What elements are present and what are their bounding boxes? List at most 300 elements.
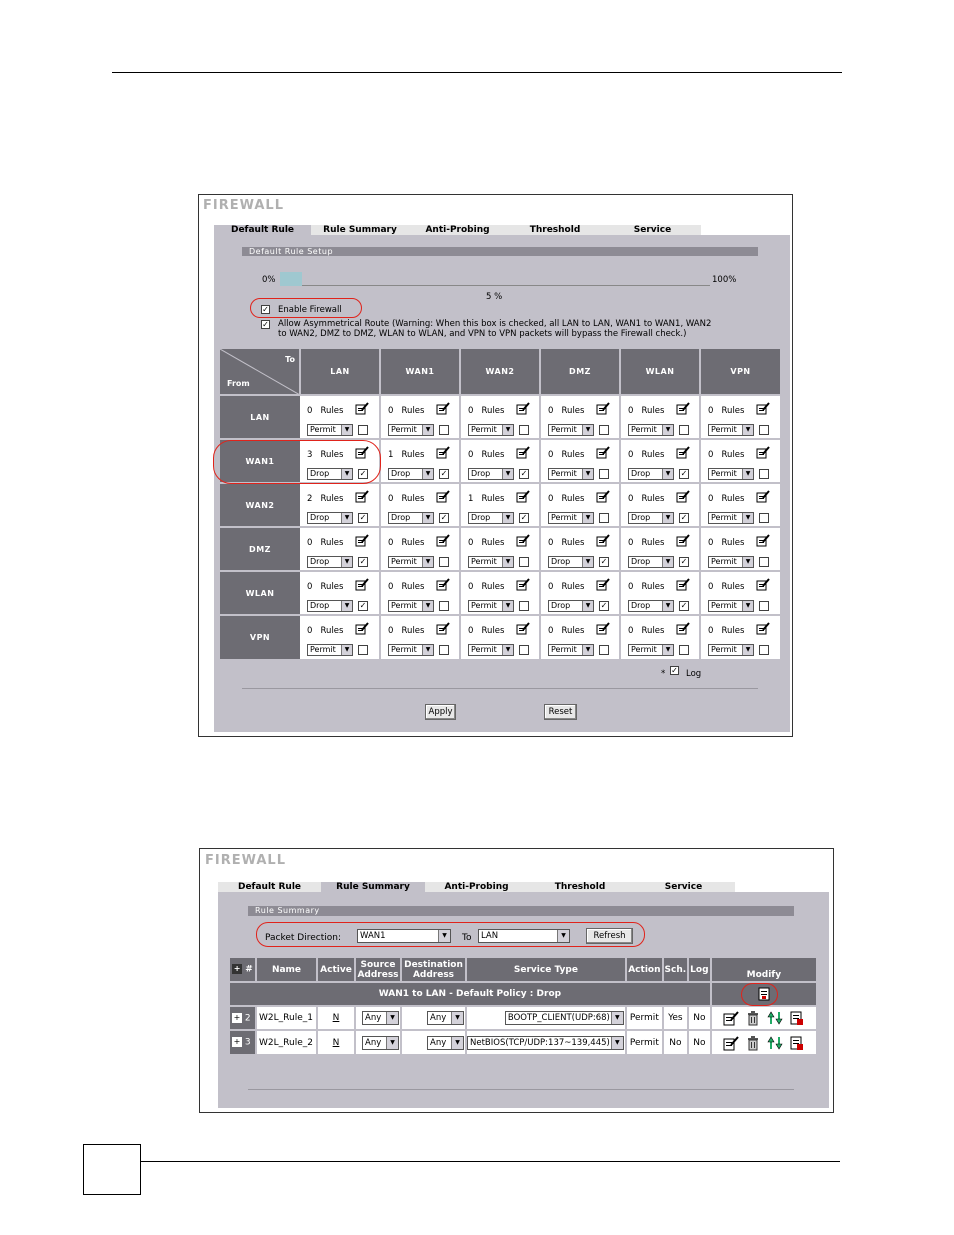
edit-rules-icon[interactable] — [676, 534, 690, 547]
header-source-line2: Address — [357, 969, 399, 980]
chevron-down-icon: ▼ — [662, 645, 673, 655]
edit-rules-icon[interactable] — [676, 446, 690, 459]
chevron-down-icon: ▼ — [662, 557, 673, 567]
chevron-down-icon: ▼ — [662, 513, 673, 523]
chevron-down-icon: ▼ — [502, 601, 513, 611]
cell-wlan-dmz — [540, 571, 620, 615]
edit-rules-icon[interactable] — [676, 402, 690, 415]
chevron-down-icon: ▼ — [451, 1012, 463, 1024]
edit-rules-icon[interactable] — [756, 446, 770, 459]
edit-rules-icon[interactable] — [596, 622, 610, 635]
rule-destination-cell — [401, 1030, 466, 1054]
default-action-select[interactable] — [548, 512, 594, 524]
default-action-select[interactable] — [548, 424, 594, 436]
source-address-select[interactable] — [362, 1011, 399, 1025]
rule-num: 2 — [244, 1013, 251, 1024]
rule-count: 0 Rules — [548, 450, 585, 460]
default-action-select[interactable] — [708, 556, 754, 568]
apply-button[interactable]: Apply — [425, 704, 456, 720]
default-action-select[interactable] — [628, 512, 674, 524]
log-checkbox[interactable]: ✓ — [359, 557, 367, 566]
chevron-down-icon: ▼ — [582, 469, 593, 479]
edit-rules-icon[interactable] — [756, 402, 770, 415]
chevron-down-icon: ▼ — [438, 930, 450, 942]
default-action-select[interactable] — [307, 556, 353, 568]
insert-icon[interactable] — [789, 1014, 805, 1024]
move-icon[interactable] — [767, 1038, 783, 1048]
edit-rules-icon[interactable] — [355, 578, 369, 591]
cell-dmz-lan — [300, 527, 380, 571]
rule-count: 0 Rules — [388, 582, 425, 592]
default-action-select[interactable] — [548, 468, 594, 480]
asymmetrical-route-label-2: to WAN2, DMZ to DMZ, WLAN to WLAN, and VPN to VPN packets will bypass the Firewall check.) — [278, 329, 687, 339]
log-checkbox[interactable]: ✓ — [359, 469, 367, 478]
cell-wan2-lan — [300, 483, 380, 527]
move-icon[interactable] — [767, 1014, 783, 1024]
expand-all-icon[interactable]: + — [233, 964, 241, 974]
log-checkbox[interactable] — [439, 557, 449, 567]
cell-vpn-lan — [300, 615, 380, 659]
action-value: Permit — [711, 469, 737, 478]
expand-rule-icon[interactable]: + — [233, 1037, 241, 1047]
chevron-down-icon: ▼ — [386, 1037, 398, 1049]
tab-threshold[interactable]: Threshold — [528, 881, 632, 892]
chevron-down-icon: ▼ — [502, 557, 513, 567]
refresh-button[interactable]: Refresh — [586, 928, 633, 944]
action-value: Drop — [310, 469, 330, 478]
log-checkbox[interactable] — [358, 425, 368, 435]
header-destination-line1: Destination — [404, 959, 463, 970]
tab-anti-probing[interactable]: Anti-Probing — [425, 881, 528, 892]
cell-wan2-wan1 — [380, 483, 460, 527]
rule-service-cell — [466, 1030, 626, 1054]
default-action-select[interactable] — [468, 556, 514, 568]
highlight-default-policy-edit — [741, 983, 778, 1006]
destination-address-select[interactable] — [427, 1036, 464, 1050]
table-row — [230, 1030, 816, 1054]
chevron-down-icon: ▼ — [341, 645, 352, 655]
cell-vpn-dmz — [540, 615, 620, 659]
rule-count: 0 Rules — [548, 494, 585, 504]
edit-rules-icon[interactable] — [516, 534, 530, 547]
log-checkbox[interactable] — [519, 425, 529, 435]
insert-icon[interactable] — [789, 1038, 805, 1048]
cell-dmz-wan1 — [380, 527, 460, 571]
action-value: Permit — [711, 645, 737, 654]
action-value: Permit — [551, 425, 577, 434]
action-value: Permit — [471, 425, 497, 434]
chevron-down-icon: ▼ — [502, 425, 513, 435]
tab-anti-probing[interactable]: Anti-Probing — [409, 224, 506, 235]
chevron-down-icon: ▼ — [422, 601, 433, 611]
rule-log: No — [688, 1030, 711, 1054]
edit-rules-icon[interactable] — [436, 622, 450, 635]
row-header-vpn: VPN — [220, 615, 300, 659]
cell-lan-vpn — [700, 395, 780, 439]
edit-icon[interactable] — [723, 1014, 739, 1024]
action-value: Permit — [310, 425, 336, 434]
action-value: Permit — [711, 557, 737, 566]
rule-source-cell — [355, 1006, 401, 1030]
log-checkbox[interactable] — [599, 645, 609, 655]
asymmetrical-route-label-1: Allow Asymmetrical Route (Warning: When this box is checked, all LAN to LAN, WAN1 to WAN1, WAN2 — [278, 319, 712, 329]
log-checkbox[interactable] — [679, 645, 689, 655]
edit-rules-icon[interactable] — [516, 446, 530, 459]
row-header-wan2: WAN2 — [220, 483, 300, 527]
chevron-down-icon: ▼ — [341, 425, 352, 435]
log-checkbox[interactable]: ✓ — [359, 513, 367, 522]
firewall-tabs — [214, 224, 701, 235]
rule-count: 0 Rules — [468, 626, 505, 636]
edit-rules-icon[interactable] — [676, 622, 690, 635]
matrix-row-vpn — [220, 615, 780, 659]
rule-count: 0 Rules — [628, 406, 665, 416]
section-rule-summary: Rule Summary — [248, 906, 794, 916]
chevron-down-icon: ▼ — [422, 469, 433, 479]
action-value: Drop — [310, 601, 330, 610]
cell-wan1-wlan — [620, 439, 700, 483]
chevron-down-icon: ▼ — [341, 601, 352, 611]
col-header-lan: LAN — [300, 349, 380, 395]
log-checkbox[interactable] — [759, 469, 769, 479]
cell-wan1-wan1 — [380, 439, 460, 483]
log-checkbox[interactable] — [599, 469, 609, 479]
rule-num-cell — [230, 1030, 256, 1054]
delete-icon[interactable] — [745, 1014, 761, 1024]
edit-rules-icon[interactable] — [436, 490, 450, 503]
enable-firewall-checkbox[interactable]: ✓ — [262, 305, 269, 314]
from-select-value: WAN1 — [360, 931, 386, 941]
log-checkbox[interactable] — [519, 601, 529, 611]
edit-rules-icon[interactable] — [596, 534, 610, 547]
highlight-enable-firewall — [250, 298, 362, 318]
default-action-select[interactable] — [628, 556, 674, 568]
action-value: Drop — [310, 557, 330, 566]
edit-rules-icon[interactable] — [596, 578, 610, 591]
rule-count: 0 Rules — [708, 494, 745, 504]
action-value: Permit — [391, 557, 417, 566]
chevron-down-icon: ▼ — [662, 601, 673, 611]
default-action-select[interactable] — [708, 644, 754, 656]
chevron-down-icon: ▼ — [502, 645, 513, 655]
header-action: Action — [626, 958, 663, 982]
col-header-wlan: WLAN — [620, 349, 700, 395]
tab-default-rule[interactable]: Default Rule — [214, 224, 311, 235]
log-checkbox[interactable] — [759, 513, 769, 523]
log-checkbox[interactable]: ✓ — [600, 557, 608, 566]
default-action-select[interactable] — [307, 424, 353, 436]
expand-rule-icon[interactable]: + — [233, 1012, 241, 1022]
chevron-down-icon: ▼ — [742, 601, 753, 611]
rule-count: 0 Rules — [708, 406, 745, 416]
edit-rules-icon[interactable] — [596, 446, 610, 459]
highlight-wan1-row — [213, 440, 381, 484]
matrix-row-dmz — [220, 527, 780, 571]
page-footer-rule — [140, 1161, 840, 1162]
progress-fill — [280, 272, 302, 286]
default-action-select[interactable] — [307, 644, 353, 656]
edit-rules-icon[interactable] — [516, 622, 530, 635]
edit-rules-icon[interactable] — [436, 402, 450, 415]
action-value: Drop — [471, 513, 491, 522]
enable-firewall-label: Enable Firewall — [278, 305, 342, 315]
rule-action: Permit — [626, 1006, 663, 1030]
rule-num: 3 — [244, 1037, 251, 1048]
source-value: Any — [365, 1013, 382, 1023]
default-action-select[interactable] — [388, 556, 434, 568]
default-action-select[interactable] — [548, 556, 594, 568]
cell-wan2-dmz — [540, 483, 620, 527]
source-address-select[interactable] — [362, 1036, 399, 1050]
rule-log: No — [688, 1006, 711, 1030]
log-checkbox[interactable] — [599, 425, 609, 435]
log-checkbox[interactable] — [759, 645, 769, 655]
edit-rules-icon[interactable] — [596, 490, 610, 503]
edit-rules-icon[interactable] — [676, 490, 690, 503]
action-value: Permit — [471, 601, 497, 610]
edit-rules-icon[interactable] — [676, 578, 690, 591]
matrix-corner — [220, 349, 300, 395]
rule-count: 0 Rules — [548, 582, 585, 592]
edit-rules-icon[interactable] — [756, 534, 770, 547]
firewall-title: FIREWALL — [205, 853, 286, 868]
header-modify: Modify — [711, 958, 816, 982]
rule-count: 0 Rules — [628, 626, 665, 636]
cell-dmz-vpn — [700, 527, 780, 571]
action-value: Permit — [471, 557, 497, 566]
chevron-down-icon: ▼ — [422, 557, 433, 567]
header-service-type: Service Type — [466, 958, 626, 982]
tab-service[interactable]: Service — [632, 881, 735, 892]
firewall-tabs — [218, 881, 735, 892]
progress-value-label: 5 % — [486, 292, 503, 302]
rule-active-cell — [317, 1030, 355, 1054]
tab-service[interactable]: Service — [604, 224, 701, 235]
rule-name: W2L_Rule_2 — [256, 1030, 317, 1054]
rule-active-link[interactable]: N — [332, 1037, 340, 1048]
default-action-select[interactable] — [468, 468, 514, 480]
chevron-down-icon: ▼ — [341, 513, 352, 523]
rule-schedule: Yes — [663, 1006, 688, 1030]
cell-wlan-wan2 — [460, 571, 540, 615]
log-checkbox[interactable] — [519, 645, 529, 655]
log-checkbox[interactable]: ✓ — [520, 469, 528, 478]
edit-rules-icon[interactable] — [436, 446, 450, 459]
log-checkbox[interactable] — [439, 425, 449, 435]
rule-count: 0 Rules — [388, 494, 425, 504]
rule-active-link[interactable]: N — [332, 1013, 340, 1023]
tab-threshold[interactable]: Threshold — [506, 224, 604, 235]
edit-rules-icon[interactable] — [355, 490, 369, 503]
default-action-select[interactable] — [708, 512, 754, 524]
default-action-select[interactable] — [388, 644, 434, 656]
action-value: Drop — [631, 557, 651, 566]
chevron-down-icon: ▼ — [582, 645, 593, 655]
firewall-title: FIREWALL — [203, 198, 284, 213]
chevron-down-icon: ▼ — [502, 469, 513, 479]
edit-rules-icon[interactable] — [355, 622, 369, 635]
action-value: Drop — [631, 513, 651, 522]
default-action-select[interactable] — [388, 468, 434, 480]
log-checkbox[interactable] — [439, 645, 449, 655]
log-checkbox[interactable]: ✓ — [600, 601, 608, 610]
rule-action: Permit — [626, 1030, 663, 1054]
action-value: Drop — [551, 601, 571, 610]
edit-rules-icon[interactable] — [516, 402, 530, 415]
chevron-down-icon: ▼ — [386, 1012, 398, 1024]
reset-button[interactable]: Reset — [544, 704, 577, 720]
chevron-down-icon: ▼ — [662, 425, 673, 435]
edit-rules-icon[interactable] — [756, 578, 770, 591]
default-action-select[interactable] — [628, 468, 674, 480]
progress-max-label: 100% — [712, 275, 737, 285]
service-type-select[interactable] — [467, 1036, 624, 1050]
default-action-select[interactable] — [548, 644, 594, 656]
col-header-wan2: WAN2 — [460, 349, 540, 395]
chevron-down-icon: ▼ — [582, 425, 593, 435]
default-action-select[interactable] — [628, 600, 674, 612]
edit-rules-icon[interactable] — [355, 402, 369, 415]
rule-count: 0 Rules — [628, 582, 665, 592]
action-value: Drop — [310, 513, 330, 522]
chevron-down-icon: ▼ — [742, 513, 753, 523]
log-checkbox[interactable]: ✓ — [680, 557, 688, 566]
chevron-down-icon: ▼ — [662, 469, 673, 479]
action-value: Drop — [391, 513, 411, 522]
action-value: Permit — [551, 513, 577, 522]
rule-count: 0 Rules — [548, 626, 585, 636]
action-value: Drop — [631, 469, 651, 478]
edit-icon[interactable] — [723, 1038, 739, 1048]
rule-count: 2 Rules — [307, 494, 344, 504]
col-header-dmz: DMZ — [540, 349, 620, 395]
chevron-down-icon: ▼ — [582, 557, 593, 567]
action-value: Drop — [551, 557, 571, 566]
to-select-value: LAN — [481, 931, 499, 941]
edit-rules-icon[interactable] — [436, 534, 450, 547]
edit-rules-icon[interactable] — [596, 402, 610, 415]
edit-rules-icon[interactable] — [756, 490, 770, 503]
edit-rules-icon[interactable] — [516, 490, 530, 503]
log-checkbox[interactable]: ✓ — [440, 469, 448, 478]
default-action-select[interactable] — [468, 600, 514, 612]
cell-lan-lan — [300, 395, 380, 439]
log-checkbox[interactable] — [759, 425, 769, 435]
default-action-select[interactable] — [468, 424, 514, 436]
chevron-down-icon: ▼ — [451, 1037, 463, 1049]
log-checkbox[interactable]: ✓ — [680, 601, 688, 610]
rule-count: 0 Rules — [468, 538, 505, 548]
rule-modify-cell — [711, 1030, 816, 1054]
log-checkbox[interactable] — [759, 601, 769, 611]
action-value: Permit — [310, 645, 336, 654]
log-checkbox[interactable] — [439, 601, 449, 611]
delete-icon[interactable] — [745, 1038, 761, 1048]
asymmetrical-route-checkbox[interactable]: ✓ — [262, 320, 269, 329]
log-checkbox[interactable] — [759, 557, 769, 567]
matrix-row-wlan — [220, 571, 780, 615]
service-type-select[interactable] — [505, 1011, 624, 1025]
log-checkbox[interactable]: ✓ — [520, 513, 528, 522]
chevron-down-icon: ▼ — [582, 601, 593, 611]
log-checkbox[interactable]: ✓ — [359, 601, 367, 610]
cell-wan2-vpn — [700, 483, 780, 527]
action-value: Permit — [391, 601, 417, 610]
rule-count: 0 Rules — [388, 406, 425, 416]
log-checkbox[interactable]: ✓ — [680, 513, 688, 522]
row-header-wan1: WAN1 — [220, 439, 300, 483]
header-schedule: Sch. — [663, 958, 688, 982]
progress-bar — [280, 272, 710, 286]
cell-lan-wan2 — [460, 395, 540, 439]
default-action-select[interactable] — [708, 468, 754, 480]
edit-rules-icon[interactable] — [436, 578, 450, 591]
divider-line — [248, 1089, 794, 1090]
rule-count: 0 Rules — [468, 450, 505, 460]
default-action-select[interactable] — [708, 600, 754, 612]
default-action-select[interactable] — [388, 600, 434, 612]
default-action-select[interactable] — [708, 424, 754, 436]
default-action-select[interactable] — [628, 644, 674, 656]
header-source-address — [355, 958, 401, 982]
chevron-down-icon: ▼ — [742, 425, 753, 435]
log-checkbox[interactable] — [679, 425, 689, 435]
cell-wan1-vpn — [700, 439, 780, 483]
destination-address-select[interactable] — [427, 1011, 464, 1025]
log-checkbox[interactable] — [519, 557, 529, 567]
tab-rule-summary[interactable]: Rule Summary — [321, 881, 425, 892]
log-checkbox[interactable] — [358, 645, 368, 655]
rule-schedule: No — [663, 1030, 688, 1054]
col-header-vpn: VPN — [700, 349, 780, 395]
cell-wan1-wan2 — [460, 439, 540, 483]
default-action-select[interactable] — [468, 512, 514, 524]
to-label: To — [462, 933, 472, 943]
destination-value: Any — [430, 1037, 447, 1048]
rule-count: 3 Rules — [307, 450, 344, 460]
rule-count: 0 Rules — [708, 538, 745, 548]
rule-count: 0 Rules — [628, 450, 665, 460]
default-action-select[interactable] — [307, 600, 353, 612]
action-value: Permit — [631, 425, 657, 434]
default-action-select[interactable] — [468, 644, 514, 656]
page-number-box — [83, 1144, 141, 1195]
page-header-rule — [112, 72, 842, 73]
action-value: Permit — [711, 513, 737, 522]
edit-rules-icon[interactable] — [355, 534, 369, 547]
default-action-select[interactable] — [388, 424, 434, 436]
section-default-rule-setup: Default Rule Setup — [242, 247, 758, 256]
rule-count: 0 Rules — [388, 538, 425, 548]
default-action-select[interactable] — [307, 512, 353, 524]
default-action-select[interactable] — [548, 600, 594, 612]
tab-default-rule[interactable]: Default Rule — [218, 881, 321, 892]
edit-rules-icon[interactable] — [516, 578, 530, 591]
default-action-select[interactable] — [628, 424, 674, 436]
log-checkbox[interactable]: ✓ — [440, 513, 448, 522]
log-checkbox[interactable] — [599, 513, 609, 523]
rule-count: 0 Rules — [548, 538, 585, 548]
edit-rules-icon[interactable] — [756, 622, 770, 635]
rule-count: 0 Rules — [708, 626, 745, 636]
log-checkbox[interactable]: ✓ — [680, 469, 688, 478]
rule-modify-cell — [711, 1006, 816, 1030]
default-action-select[interactable] — [388, 512, 434, 524]
rule-source-cell — [355, 1030, 401, 1054]
service-value: NetBIOS(TCP/UDP:137~139,445) — [470, 1037, 610, 1048]
rule-count: 0 Rules — [307, 626, 344, 636]
tab-rule-summary[interactable]: Rule Summary — [311, 224, 409, 235]
